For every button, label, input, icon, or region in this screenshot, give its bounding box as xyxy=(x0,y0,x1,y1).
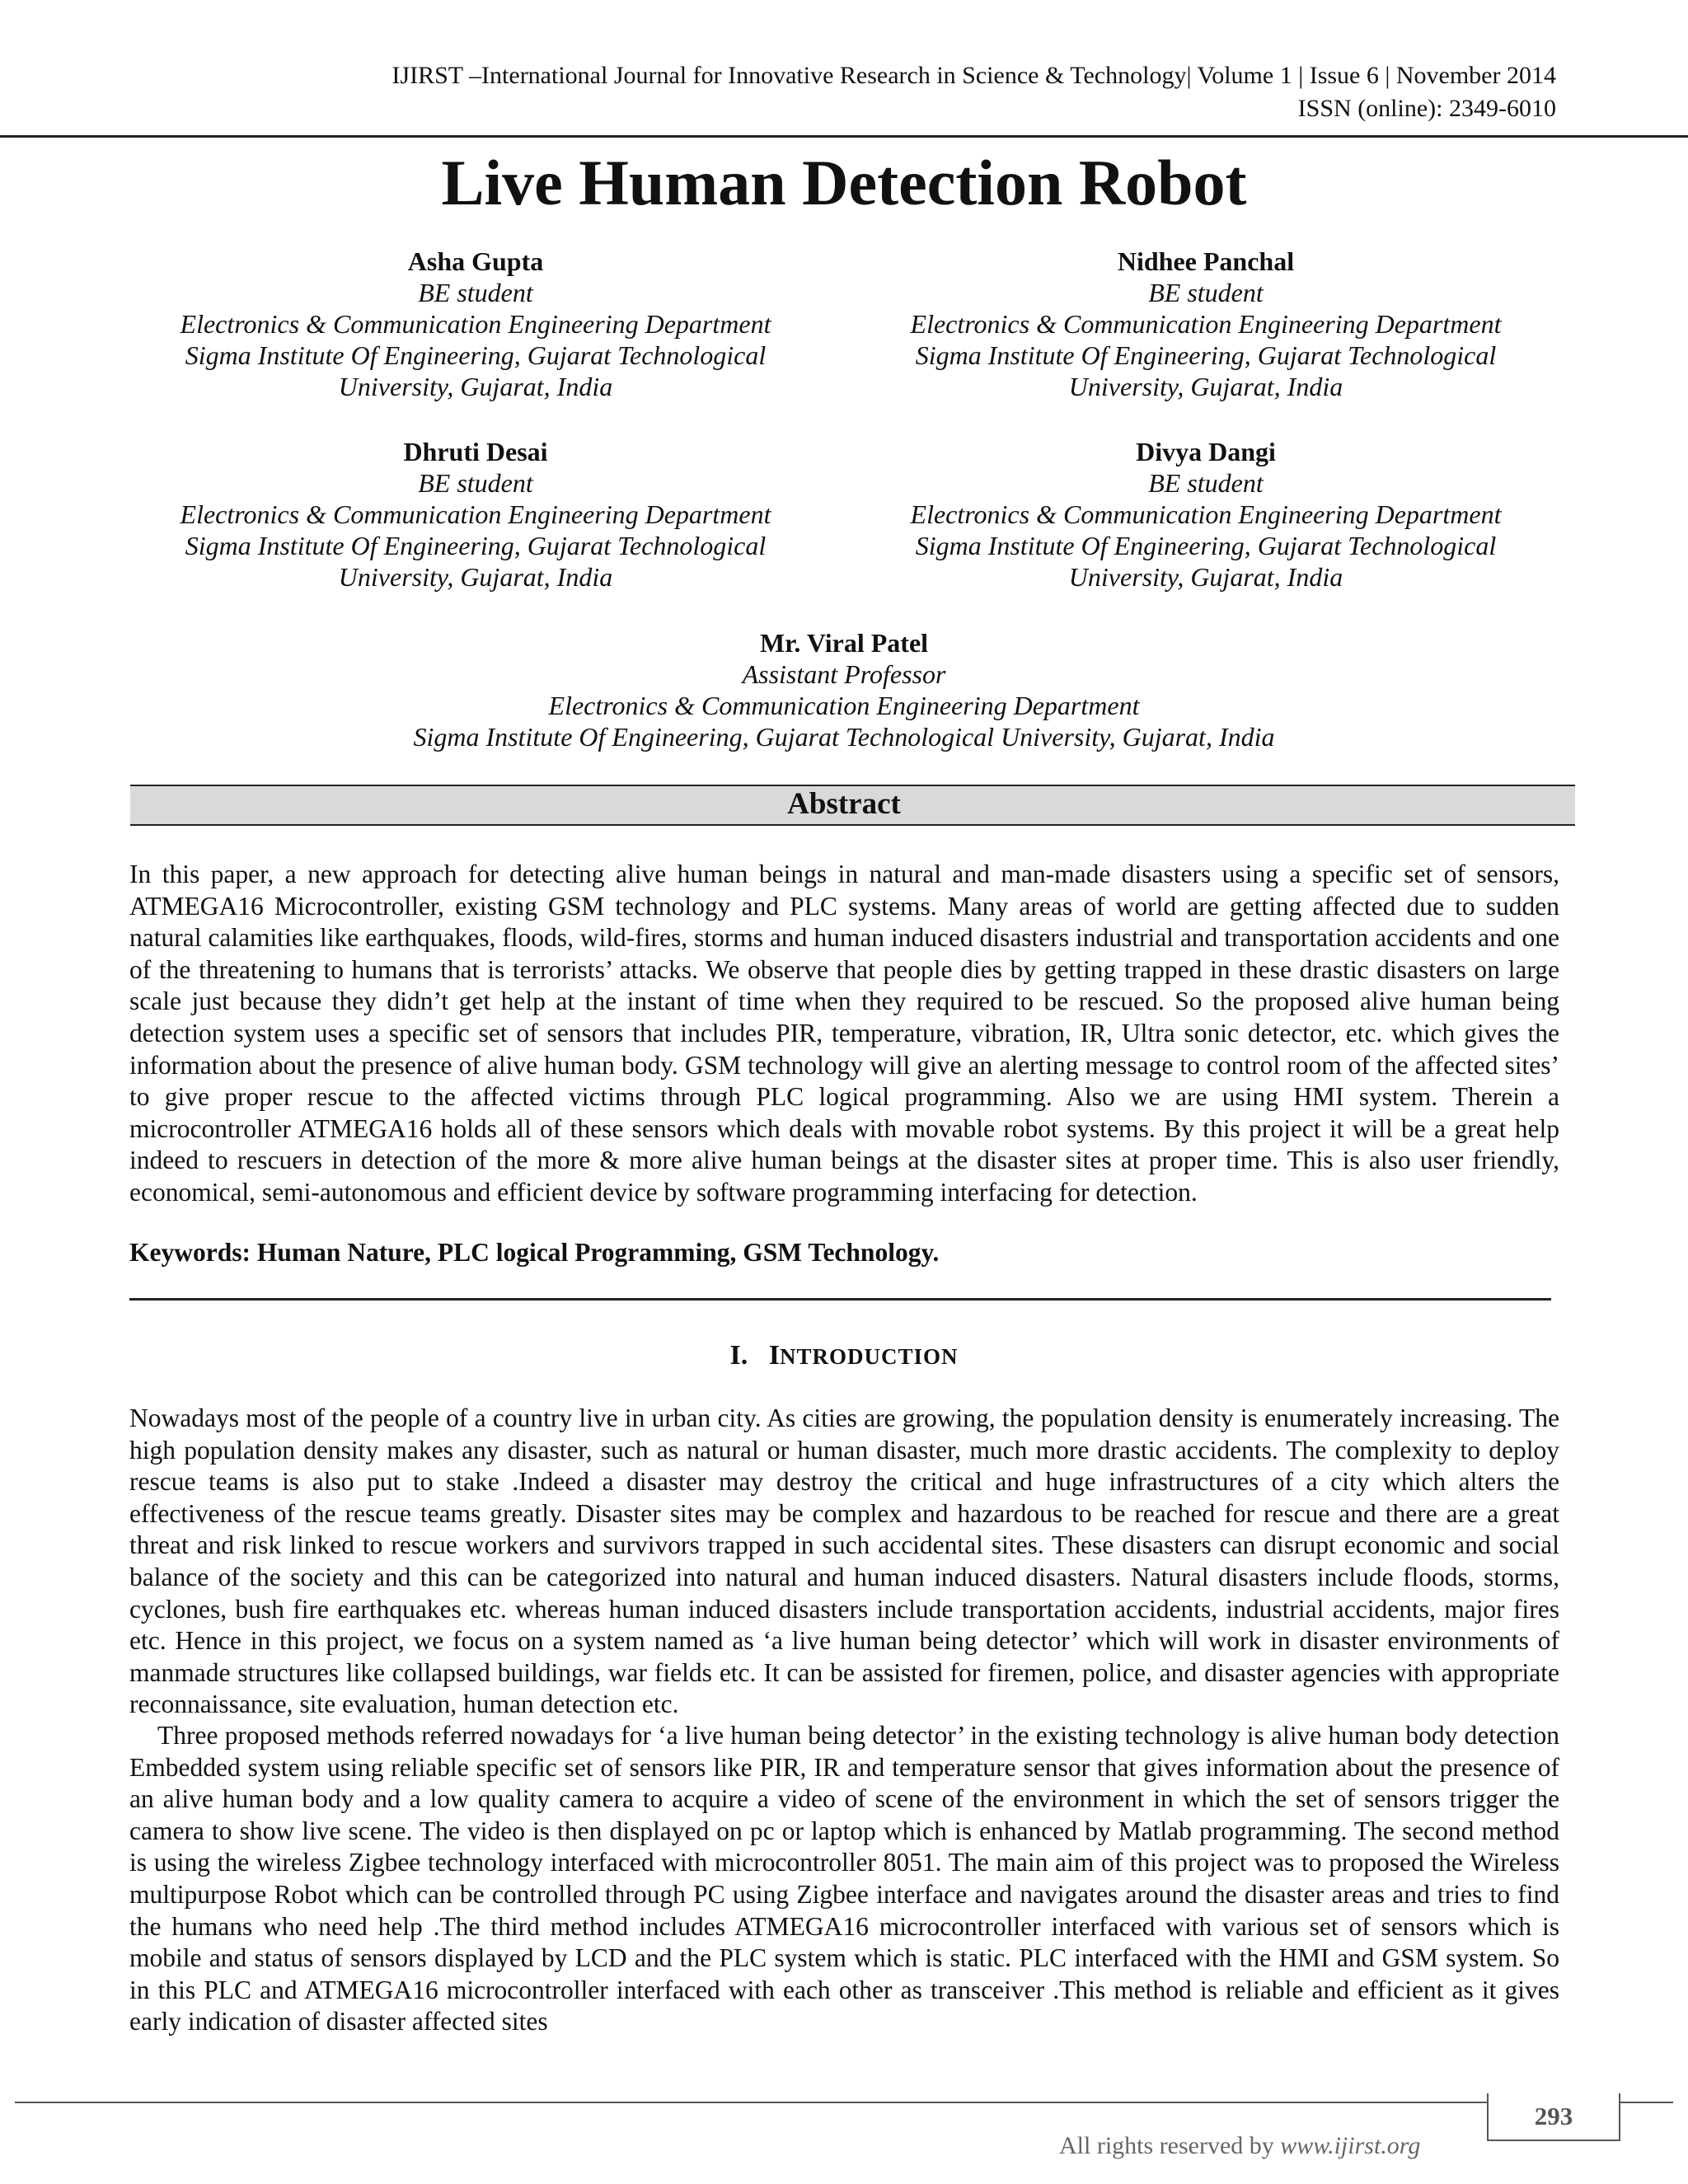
body-paragraph: Three proposed methods referred nowadays for ‘a live human being detector’ in the existing technology is alive human body detection Embedded system using reliable specific set of sensors like PIR, IR and temperature sensor that gives information about the presence of an alive human body and a low quality camera to acquire a video of scene of the environment in which the set of sensors trigger the camera to show live scene. The video is then displayed on pc or laptop which is enhanced by Matlab programming. The second method is using the wireless Zigbee technology interfaced with microcontroller 8051. The main aim of this project was to proposed the Wireless multipurpose Robot which can be controlled through PC using Zigbee interface and navigates around the disaster areas and tries to find the humans who need help .The third method includes ATMEGA16 microcontroller interfaced with various set of sensors which is mobile and status of sensors displayed by LCD and the PLC system which is static. PLC interfaced with the HMI and GSM system. So in this PLC and ATMEGA16 microcontroller interfaced with each other as transceiver .This method is reliable and efficient as it gives early indication of disaster affected sites xyxy=(129,1721,1559,2036)
author-institute: Sigma Institute Of Engineering, Gujarat Technological xyxy=(185,531,767,560)
journal-header-line1: IJIRST –International Journal for Innovative Research in Science & Technology| Volume 1 | Issue 6 | November 2014 xyxy=(392,62,1556,89)
author-role: BE student xyxy=(418,468,533,498)
author-institute: Sigma Institute Of Engineering, Gujarat Technological xyxy=(915,531,1497,560)
professor-name: Mr. Viral Patel xyxy=(759,628,929,658)
author-dept: Electronics & Communication Engineering Department xyxy=(180,499,771,529)
keywords: Keywords: Human Nature, PLC logical Programming, GSM Technology. xyxy=(129,1238,940,1267)
author-name: Dhruti Desai xyxy=(403,437,548,466)
section-title-initial: I xyxy=(768,1340,780,1371)
page-number: 293 xyxy=(1534,2102,1573,2130)
footer-url[interactable]: www.ijirst.org xyxy=(1280,2132,1421,2159)
body-paragraph: Nowadays most of the people of a country live in urban city. As cities are growing, the population density is enumerately increasing. The high population density makes any disaster, such as natural or human disaster, much more drastic accidents. The complexity to deploy rescue teams is also put to stake .Indeed a disaster may destroy the critical and huge infrastructures of a city which alters the effectiveness of the rescue teams greatly. Disaster sites may be complex and hazardous to be reached for rescue and there are a great threat and risk linked to rescue workers and survivors trapped in such accidental sites. These disasters can disrupt economic and social balance of the society and this can be categorized into natural and human induced disasters. Natural disasters include floods, storms, cyclones, bush fire earthquakes etc. whereas human induced disasters include transportation accidents, industrial accidents, major fires etc. Hence in this project, we focus on a system named as ‘a live human being detector’ which will work in disaster environments of manmade structures like collapsed buildings, war fields etc. It can be assisted for firemen, police, and disaster agencies with appropriate reconnaissance, site evaluation, human detection etc. xyxy=(129,1404,1559,1719)
author-institute-cont: University, Gujarat, India xyxy=(1068,562,1343,592)
author-block xyxy=(835,246,1577,402)
author-institute: Sigma Institute Of Engineering, Gujarat Technological xyxy=(915,340,1497,370)
professor-block xyxy=(226,627,1462,752)
author-institute-cont: University, Gujarat, India xyxy=(338,372,613,401)
section-title-rest: NTRODUCTION xyxy=(779,1344,959,1369)
author-dept: Electronics & Communication Engineering Department xyxy=(910,499,1502,529)
abstract-end-rule xyxy=(129,1298,1551,1301)
author-block xyxy=(105,436,846,593)
professor-institute: Sigma Institute Of Engineering, Gujarat Technological University, Gujarat, India xyxy=(413,722,1275,752)
author-name: Nidhee Panchal xyxy=(1117,246,1295,276)
professor-dept: Electronics & Communication Engineering Department xyxy=(548,691,1140,720)
professor-role: Assistant Professor xyxy=(742,659,946,689)
author-institute-cont: University, Gujarat, India xyxy=(338,562,613,592)
author-role: BE student xyxy=(1148,278,1264,307)
author-role: BE student xyxy=(1148,468,1264,498)
author-dept: Electronics & Communication Engineering Department xyxy=(910,309,1502,339)
footer-rights xyxy=(1059,2131,1420,2161)
footer-rule xyxy=(15,2102,1673,2103)
author-name: Asha Gupta xyxy=(407,246,544,276)
abstract-text: In this paper, a new approach for detecting alive human beings in natural and man-made disasters using a specific set of sensors, ATMEGA16 Microcontroller, existing GSM technology and PLC systems. Many areas of world are getting affected due to sudden natural calamities like earthquakes, floods, wild-fires, storms and human induced disasters industrial and transportation accidents and one of the threatening to humans that is terrorists’ attacks. We observe that people dies by getting trapped in these drastic disasters on large scale just because they didn’t get help at the instant of time when they required to be rescued. So the proposed alive human being detection system uses a specific set of sensors that includes PIR, temperature, vibration, IR, Ultra sonic detector, etc. which gives the information about the presence of alive human body. GSM technology will give an alerting message to control room of the affected sites’ to give proper rescue to the affected victims through PLC logical programming. Also we are using HMI system. Therein a microcontroller ATMEGA16 holds all of these sensors which deals with movable robot systems. By this project it will be a great help indeed to rescuers in detection of the more & more alive human beings at the disaster sites at proper time. This is also user friendly, economical, semi-autonomous and efficient device by software programming interfacing for detection. xyxy=(129,860,1559,1207)
abstract-heading: Abstract xyxy=(787,787,901,821)
journal-header xyxy=(392,59,1556,125)
author-name: Divya Dangi xyxy=(1136,437,1276,466)
author-institute: Sigma Institute Of Engineering, Gujarat Technological xyxy=(185,340,767,370)
journal-header-issn: ISSN (online): 2349-6010 xyxy=(1297,95,1556,122)
author-block xyxy=(105,246,846,402)
author-block xyxy=(835,436,1577,593)
section-number: I. xyxy=(729,1340,748,1371)
footer-rights-text: All rights reserved by xyxy=(1059,2132,1281,2159)
author-institute-cont: University, Gujarat, India xyxy=(1068,372,1343,401)
section-heading xyxy=(0,1338,1688,1375)
header-rule xyxy=(0,135,1688,138)
author-dept: Electronics & Communication Engineering Department xyxy=(180,309,771,339)
author-role: BE student xyxy=(418,278,533,307)
paper-title: Live Human Detection Robot xyxy=(441,147,1247,218)
